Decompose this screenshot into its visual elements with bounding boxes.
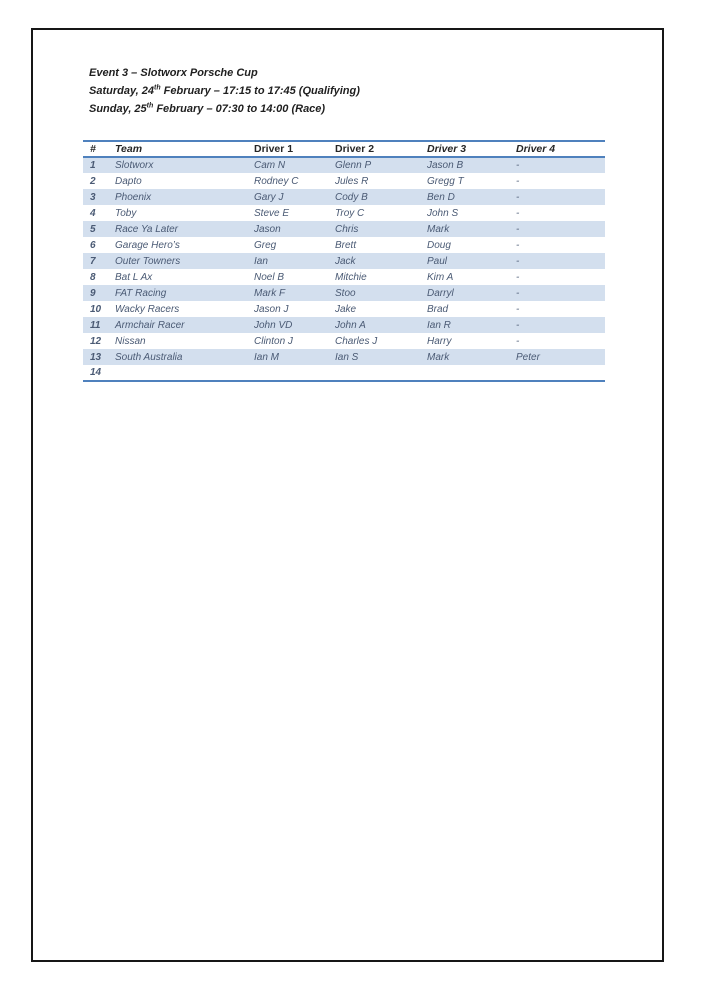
row-number: 10 bbox=[90, 303, 102, 315]
driver-name-cell: Mark bbox=[427, 351, 450, 363]
driver-name-cell: Doug bbox=[427, 239, 451, 251]
column-header-number: # bbox=[90, 143, 96, 155]
driver-name-cell: Paul bbox=[427, 255, 448, 267]
driver-name-cell: Kim A bbox=[427, 271, 454, 283]
driver-name-cell: Ian bbox=[254, 255, 268, 267]
driver-name-cell: Jules R bbox=[335, 175, 369, 187]
table-row bbox=[83, 285, 605, 301]
driver-name-cell: Ian M bbox=[254, 351, 280, 363]
table-row bbox=[83, 237, 605, 253]
driver-name-cell bbox=[247, 365, 328, 381]
team-name-cell bbox=[108, 365, 247, 381]
team-name-cell: Outer Towners bbox=[115, 255, 181, 267]
driver-name-cell: - bbox=[516, 191, 520, 203]
driver-name-cell: Cody B bbox=[335, 191, 368, 203]
table-row bbox=[83, 349, 605, 365]
team-name-cell: South Australia bbox=[115, 351, 183, 363]
team-name-cell: Garage Hero’s bbox=[115, 239, 180, 251]
driver-name-cell: Gary J bbox=[254, 191, 284, 203]
column-header-team: Team bbox=[115, 143, 143, 155]
driver-name-cell: Stoo bbox=[335, 287, 356, 299]
driver-name-cell: Jason J bbox=[254, 303, 289, 315]
row-number: 6 bbox=[90, 239, 96, 251]
driver-name-cell: Mitchie bbox=[335, 271, 367, 283]
table-row bbox=[83, 301, 605, 317]
doc-title-line-2 bbox=[89, 82, 622, 100]
column-header-driver4: Driver 4 bbox=[516, 143, 556, 155]
driver-name-cell bbox=[328, 365, 420, 381]
doc-title-line-1 bbox=[89, 64, 622, 82]
driver-name-cell: Jack bbox=[335, 255, 356, 267]
row-number: 14 bbox=[90, 367, 102, 378]
column-header-driver1: Driver 1 bbox=[254, 143, 294, 155]
driver-name-cell: - bbox=[516, 207, 520, 219]
row-number: 8 bbox=[90, 271, 96, 283]
table-row bbox=[83, 189, 605, 205]
driver-name-cell: - bbox=[516, 160, 520, 171]
table-row bbox=[83, 333, 605, 349]
driver-name-cell: - bbox=[516, 223, 520, 235]
team-name-cell: Wacky Racers bbox=[115, 303, 180, 315]
table-row bbox=[83, 269, 605, 285]
driver-name-cell bbox=[420, 365, 509, 381]
driver-name-cell: - bbox=[516, 303, 520, 315]
driver-name-cell: - bbox=[516, 319, 520, 331]
row-number: 4 bbox=[90, 207, 96, 219]
document-page bbox=[31, 28, 664, 962]
row-number: 11 bbox=[90, 319, 101, 331]
driver-name-cell: Glenn P bbox=[335, 160, 372, 171]
row-number: 2 bbox=[90, 175, 96, 187]
title-text: Event 3 – Slotworx Porsche Cup bbox=[89, 67, 258, 79]
title-text: February – 07:30 to 14:00 (Race) bbox=[153, 103, 326, 115]
team-name-cell: Slotworx bbox=[115, 160, 154, 171]
driver-name-cell: Cam N bbox=[254, 160, 286, 171]
team-name-cell: Dapto bbox=[115, 175, 142, 187]
team-name-cell: Toby bbox=[115, 207, 137, 219]
driver-name-cell: - bbox=[516, 239, 520, 251]
driver-name-cell: Greg bbox=[254, 239, 277, 251]
table-row bbox=[83, 173, 605, 189]
row-number: 12 bbox=[90, 335, 102, 347]
row-number: 7 bbox=[90, 255, 96, 267]
team-name-cell: FAT Racing bbox=[115, 287, 167, 299]
driver-name-cell: John VD bbox=[254, 319, 293, 331]
driver-name-cell: - bbox=[516, 255, 520, 267]
table-row bbox=[83, 205, 605, 221]
driver-name-cell: Harry bbox=[427, 335, 452, 347]
team-name-cell: Phoenix bbox=[115, 191, 152, 203]
driver-name-cell: John A bbox=[335, 319, 366, 331]
driver-name-cell: Jason B bbox=[427, 160, 464, 171]
driver-name-cell: Ben D bbox=[427, 191, 455, 203]
driver-name-cell: Jake bbox=[335, 303, 357, 315]
row-number: 3 bbox=[90, 191, 96, 203]
table-row bbox=[83, 157, 605, 173]
driver-name-cell: - bbox=[516, 175, 520, 187]
doc-title-line-3 bbox=[89, 100, 622, 118]
driver-name-cell: Clinton J bbox=[254, 335, 293, 347]
driver-name-cell: Jason bbox=[254, 223, 281, 235]
title-text: February – 17:15 to 17:45 (Qualifying) bbox=[160, 85, 360, 97]
driver-name-cell: Troy C bbox=[335, 207, 365, 219]
driver-name-cell: Gregg T bbox=[427, 175, 464, 187]
driver-name-cell: Mark F bbox=[254, 287, 286, 299]
table-header-row bbox=[83, 141, 605, 157]
table-row bbox=[83, 253, 605, 269]
driver-name-cell: - bbox=[516, 335, 520, 347]
title-superscript: th bbox=[146, 102, 154, 110]
title-text: Sunday, 25 bbox=[89, 103, 147, 115]
column-header-driver2: Driver 2 bbox=[335, 143, 375, 155]
driver-name-cell: Ian R bbox=[427, 319, 451, 331]
driver-name-cell: John S bbox=[427, 207, 459, 219]
driver-name-cell: Charles J bbox=[335, 335, 378, 347]
driver-name-cell bbox=[509, 365, 605, 381]
driver-name-cell: Mark bbox=[427, 223, 450, 235]
driver-name-cell: Rodney C bbox=[254, 175, 299, 187]
team-name-cell: Bat L Ax bbox=[115, 271, 153, 283]
row-number: 5 bbox=[90, 223, 96, 235]
driver-name-cell: - bbox=[516, 287, 520, 299]
driver-roster-table bbox=[83, 140, 605, 382]
row-number: 1 bbox=[90, 160, 96, 171]
driver-name-cell: Darryl bbox=[427, 287, 454, 299]
driver-name-cell: - bbox=[516, 271, 520, 283]
driver-name-cell: Steve E bbox=[254, 207, 290, 219]
title-text: Saturday, 24 bbox=[89, 85, 155, 97]
team-name-cell: Armchair Racer bbox=[115, 319, 185, 331]
row-number: 13 bbox=[90, 351, 102, 363]
team-name-cell: Nissan bbox=[115, 335, 146, 347]
driver-name-cell: Brett bbox=[335, 239, 357, 251]
driver-name-cell: Noel B bbox=[254, 271, 285, 283]
row-number: 9 bbox=[90, 287, 96, 299]
title-superscript: th bbox=[154, 84, 161, 92]
team-name-cell: Race Ya Later bbox=[115, 223, 179, 235]
table-row bbox=[83, 221, 605, 237]
table-row bbox=[83, 365, 605, 381]
document-header bbox=[89, 64, 622, 118]
driver-name-cell: Ian S bbox=[335, 351, 359, 363]
driver-name-cell: Peter bbox=[516, 351, 540, 363]
column-header-driver3: Driver 3 bbox=[427, 143, 467, 155]
table-row bbox=[83, 317, 605, 333]
driver-name-cell: Chris bbox=[335, 223, 359, 235]
driver-name-cell: Brad bbox=[427, 303, 449, 315]
